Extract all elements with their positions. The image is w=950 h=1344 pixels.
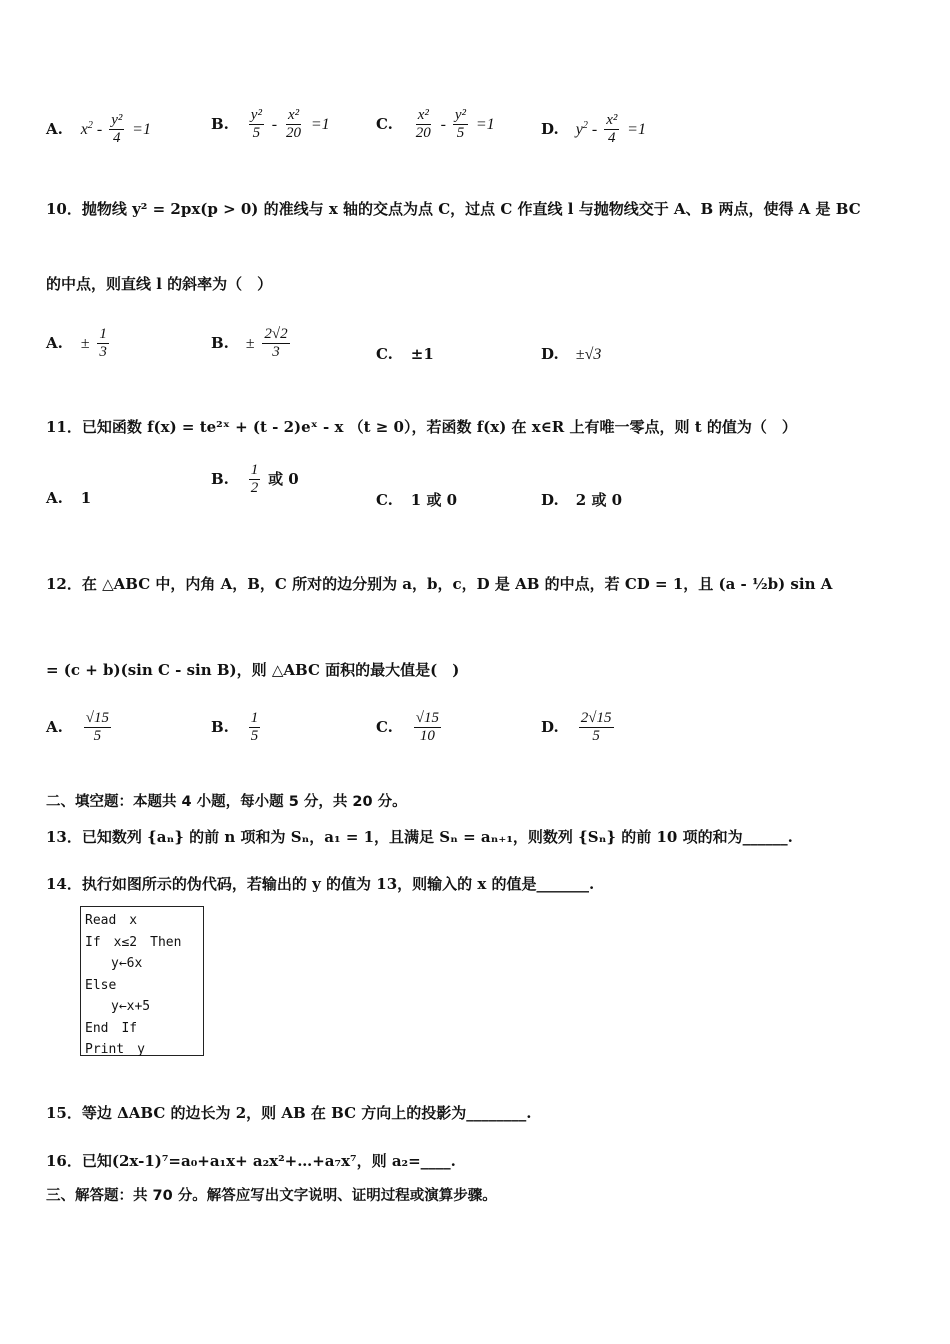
- code-line: y←6x: [111, 956, 143, 971]
- section-3-heading: 三、解答题：共 70 分。解答应写出文字说明、证明过程或演算步骤。: [46, 1188, 497, 1204]
- section-2-heading: 二、填空题：本题共 4 小题，每小题 5 分，共 20 分。: [46, 794, 407, 810]
- question-14: 14．执行如图所示的伪代码，若输出的 y 的值为 13，则输入的 x 的值是_______.: [46, 875, 595, 893]
- q9-option-c: C. $\frac{\text{x²}}{20}$ - $\frac{\text{y²}}{5}$ =1: [376, 107, 495, 142]
- q9-option-d: D. $y^2$ - $\frac{\text{x²}}{4}$ =1: [541, 112, 646, 147]
- option-label: A.: [46, 119, 63, 138]
- q11-option-a: A. 1: [46, 489, 92, 507]
- question-11-line-1: 11．已知函数 f(x) = te²ˣ + (t - 2)eˣ - x （t ≥ 0），若函数 f(x) 在 x∈R 上有唯一零点，则 t 的值为（ ）: [46, 418, 797, 436]
- q9-option-a: A. $x^2$ - $\frac{\text{y²}}{4}$ =1: [46, 112, 151, 147]
- question-16: 16．已知(2x-1)⁷=a₀+a₁x+ a₂x²+…+a₇x⁷，则 a₂=____.: [46, 1152, 456, 1170]
- q12-option-d: D. $\frac{2√15}{5}$: [541, 710, 612, 745]
- code-line: Else: [85, 977, 117, 993]
- code-line: If x≤2 Then: [85, 934, 182, 950]
- fraction: $\frac{\text{y²}}{4}$: [111, 112, 123, 147]
- q11-option-b: B. $\frac{1}{2}$ 或 0: [211, 462, 299, 497]
- q11-option-d: D. 2 或 0: [541, 491, 623, 509]
- question-12-line-1: 12．在 △ABC 中，内角 A，B，C 所对的边分别为 a，b，c，D 是 AB 的中点，若 CD = 1，且 (a - ½b) sin A: [46, 575, 833, 593]
- question-10-line-1: 10．抛物线 y² = 2px(p > 0) 的准线与 x 轴的交点为点 C，过点 C 作直线 l 与抛物线交于 A、B 两点，使得 A 是 BC: [46, 200, 861, 218]
- q12-option-b: B. $\frac{1}{5}$: [211, 710, 259, 745]
- q10-option-c: C. ±1: [376, 345, 434, 363]
- q10-option-b: B. ± $\frac{2√2}{3}$: [211, 326, 288, 361]
- q9-option-b: B. $\frac{\text{y²}}{5}$ - $\frac{\text{x²}}{20}$ =1: [211, 107, 330, 142]
- q11-option-c: C. 1 或 0: [376, 491, 458, 509]
- code-line: Read x: [85, 913, 138, 928]
- q10-option-a: A. ± $\frac{1}{3}$: [46, 326, 107, 361]
- code-line: Print y: [85, 1042, 145, 1057]
- code-line: y←x+5: [111, 999, 151, 1014]
- q10-option-d: D. ±√3: [541, 345, 602, 363]
- question-12-line-2: = (c + b)(sin C - sin B)，则 △ABC 面积的最大值是( ): [46, 661, 460, 679]
- q12-option-a: A. $\frac{√15}{5}$: [46, 710, 110, 745]
- q12-option-c: C. $\frac{√15}{10}$: [376, 710, 440, 745]
- code-line: End If: [85, 1020, 138, 1036]
- question-15: 15．等边 ΔABC 的边长为 2，则 AB 在 BC 方向上的投影为________.: [46, 1104, 532, 1122]
- question-10-line-2: 的中点，则直线 l 的斜率为（ ）: [46, 275, 273, 293]
- pseudocode-box: [80, 906, 204, 1056]
- question-13: 13．已知数列 {aₙ} 的前 n 项和为 Sₙ，a₁ = 1，且满足 Sₙ = aₙ₊₁，则数列 {Sₙ} 的前 10 项的和为______.: [46, 828, 793, 846]
